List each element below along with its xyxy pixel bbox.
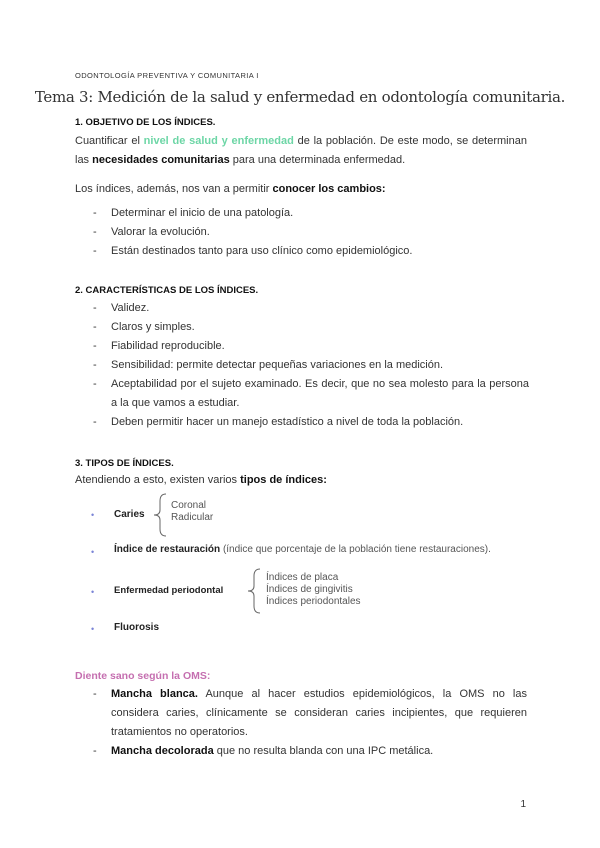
list-item: - Validez.	[75, 299, 529, 318]
caries-subtypes: Coronal Radicular	[171, 500, 214, 523]
list-item: - Determinar el inicio de una patología.	[75, 204, 527, 223]
caries-label: Caries	[114, 509, 145, 520]
list-item: - Mancha blanca. Aunque al hacer estudios epidemiológicos, la OMS no las considera caries, clínicamente se consideran caries incipientes, que requieren tratamientos no operatorios.	[75, 685, 527, 742]
section-1-list	[75, 204, 527, 261]
section-3-intro: Atendiendo a esto, existen varios tipos de índices:	[75, 474, 327, 486]
page-number: 1	[520, 799, 526, 810]
periodontal-subtypes: Índices de placa Índices de gingivitis Índices periodontales	[266, 572, 361, 607]
document-header: ODONTOLOGÍA PREVENTIVA Y COMUNITARIA I	[75, 71, 259, 80]
bullet-icon: •	[91, 624, 95, 634]
section-1-paragraph-2: Los índices, además, nos van a permitir conocer los cambios:	[75, 183, 386, 195]
section-2-heading: 2. CARACTERÍSTICAS DE LOS ÍNDICES.	[75, 285, 259, 296]
list-item: - Están destinados tanto para uso clínico como epidemiológico.	[75, 242, 527, 261]
brace-icon	[152, 493, 168, 537]
highlight-text: nivel de salud y enfermedad	[143, 135, 294, 147]
brace-icon	[246, 568, 262, 614]
periodontal-label: Enfermedad periodontal	[114, 585, 224, 596]
list-item: - Claros y simples.	[75, 318, 529, 337]
section-2-list	[75, 299, 529, 432]
bullet-icon: •	[91, 510, 95, 520]
list-item: - Deben permitir hacer un manejo estadístico a nivel de toda la población.	[75, 413, 529, 432]
bullet-icon: •	[91, 587, 95, 597]
restauracion-item: Índice de restauración (índice que porcentaje de la población tiene restauraciones).	[114, 544, 491, 555]
section-4-list	[75, 685, 527, 761]
list-item: - Fiabilidad reproducible.	[75, 337, 529, 356]
list-item: - Sensibilidad: permite detectar pequeñas variaciones en la medición.	[75, 356, 529, 375]
bullet-icon: •	[91, 547, 95, 557]
list-item: - Valorar la evolución.	[75, 223, 527, 242]
list-item: - Mancha decolorada que no resulta blanda con una IPC metálica.	[75, 742, 527, 761]
list-item: - Aceptabilidad por el sujeto examinado. Es decir, que no sea molesto para la persona a la que vamos a estudiar.	[75, 375, 529, 413]
document-title: Tema 3: Medición de la salud y enfermedad en odontología comunitaria.	[34, 88, 566, 106]
section-1-paragraph: Cuantificar el nivel de salud y enfermedad de la población. De este modo, se determinan las necesidades comunitarias para una determinada enfermedad.	[75, 135, 527, 166]
section-4-heading: Diente sano según la OMS:	[75, 670, 211, 682]
section-3-heading: 3. TIPOS DE ÍNDICES.	[75, 458, 174, 469]
fluorosis-label: Fluorosis	[114, 622, 160, 633]
section-1-heading: 1. OBJETIVO DE LOS ÍNDICES.	[75, 117, 216, 128]
